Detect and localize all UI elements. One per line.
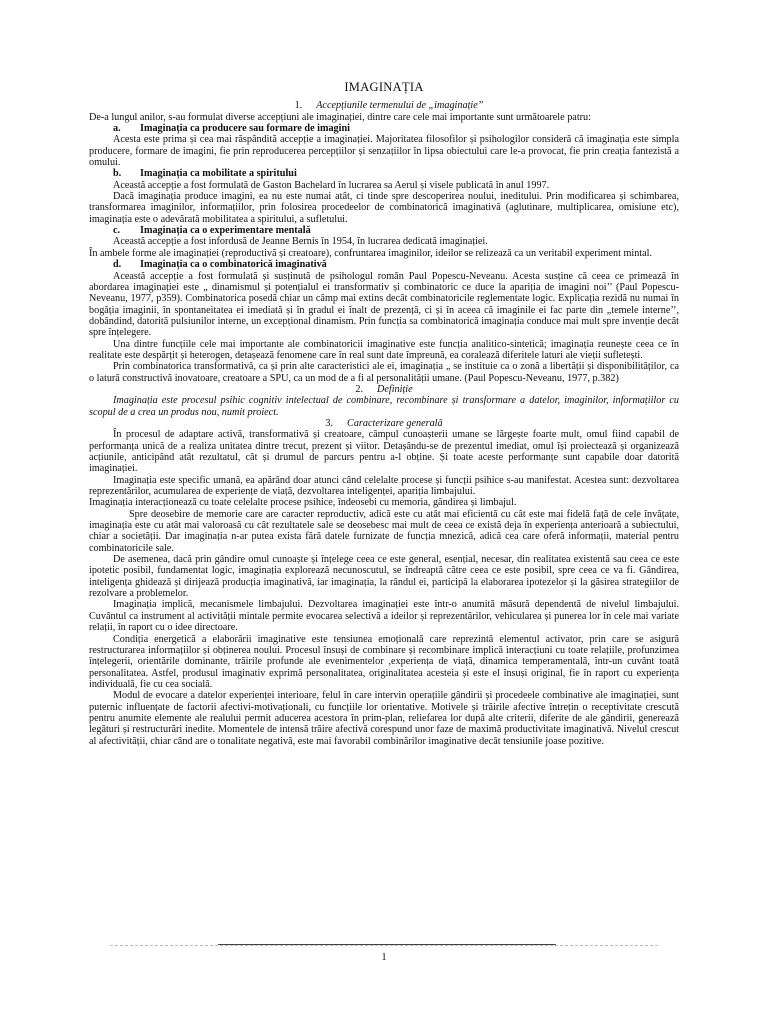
subsection-c-paragraph-1: Această accepție a fost infordusă de Jeanne Bernis în 1954, în lucrarea dedicată imaginației. (113, 236, 488, 248)
section-2-title: Definiție (376, 383, 413, 395)
subsection-a-title: Imaginația ca producere sau formare de imagini (140, 123, 350, 135)
section-2-definition: Imaginația este procesul psihic cognitiv intelectual de combinare, recombinare și transformare a datelor, imaginilor, informațiilor cu scopul de a crea un produs nou, numit proiect. (89, 395, 679, 418)
footer-rule (218, 944, 556, 945)
section-3-paragraph-2: Imaginația este specific umană, ea apărând doar atunci când celelalte procese și funcții psihice s-au manifestat. Acestea sunt: dezvoltarea reprezentărilor, acumularea de experiențe de viață, dezvoltarea inteligenței, apariția limbajului. (89, 474, 679, 498)
section-3-number: 3. (325, 417, 334, 429)
subsection-a-heading (89, 123, 679, 134)
subsection-d-heading (89, 259, 679, 270)
subsection-c-heading (89, 225, 679, 236)
subsection-a-letter: a. (113, 123, 121, 135)
subsection-b-letter: b. (113, 168, 122, 180)
subsection-d-letter: d. (113, 259, 122, 271)
subsection-d-paragraph-3: Prin combinatorica transformativă, ca și prin alte caracteristici ale ei, imaginația „ se instituie ca o zonă a libertății și disponibilităților, ca o latură constructivă inovatoare, creatoare a SPU, ca un mod de a fi al personalității umane. (Paul Popescu-Neveanu, 1977, p.382) (89, 361, 679, 384)
subsection-c-title: Imaginația ca o experimentare mentală (140, 225, 311, 237)
subsection-b-heading (89, 168, 679, 179)
section-1-heading (89, 100, 679, 111)
subsection-d-title: Imaginația ca o combinatorică imaginativă (140, 259, 327, 271)
section-3-title: Caracterizare generală (347, 417, 443, 429)
section-1-title: Accepțiunile termenului de „imaginație” (316, 100, 484, 112)
subsection-c-paragraph-2: În ambele forme ale imaginației (reproductivă și creatoare), confruntarea imaginilor, ideilor se relizează ca un veritabil experiment mintal. (89, 247, 653, 259)
section-3-paragraph-3: Imaginația interacționează cu toate celelalte procese psihice, îndeosebi cu memoria, gândirea și limbajul. (89, 497, 517, 509)
document-body (89, 82, 679, 747)
page-number: 1 (381, 952, 387, 963)
subsection-b-title: Imaginația ca mobilitate a spiritului (140, 168, 297, 180)
section-3-paragraph-5: De asemenea, dacă prin gândire omul cunoaște și înțelege ceea ce este general, esențial, necesar, din realitatea existentă sau ceea ce este ipotetic posibil, fundamentat logic, imaginația explorează necunoscutul, se îndreaptă către ceea ce este posibil, spre ceea ce va fi. Gândirea, inteligența ghidează și dirijează producția imaginativă, iar imaginația, la rândul ei, participă la elaborarea ipotezelor și la găsirea strategiilor de rezolvare a problemelor. (89, 554, 679, 600)
subsection-b-paragraph-2: Dacă imaginația produce imagini, ea nu este numai atât, ci tinde spre descoperirea noului, ineditului. Prin modificarea și schimbarea, transformarea imaginilor, informațiilor, prin folosirea procedeelor de combinatorică imaginativă (aglutinare, multiplicarea, omisiune etc), imaginația este o adevărată mobilitatea a spiritului, a sufletului. (89, 191, 679, 225)
section-3-heading (89, 418, 679, 429)
section-3-paragraph-8: Modul de evocare a datelor experienței interioare, felul în care intervin operațiile gândirii și procedeele combinative ale imaginației, sunt puternic influențate de factorii afectivi-motivaționali, cu funcțiile lor orientative. Motivele și trăirile afective întrețin o receptivitate crescută pentru anumite elemente ale realului permit aducerea acestora în prim-plan, reliefarea lor după alte criterii, diferite de ale gândirii, generează legături și restructurări inedite. Momentele de intensă trăire afectivă corespund unor faze de maximă productivitate imaginativă. Nivelul crescut al afectivității, chiar când are o tonalitate negativă, este mai favorabil combinărilor imaginative decât tensiunile joase pozitive. (89, 690, 679, 747)
page-title: IMAGINAȚIA (344, 80, 424, 94)
section-1-number: 1. (294, 100, 303, 112)
subsection-d-paragraph-2: Una dintre funcțiile cele mai importante ale combinatoricii imaginative este funcția analitico-sintetică; imaginația reunește ceea ce în realitate este despărțit și heterogen, detașează fenomene care în real sunt date împreună, ea coralează diferitele laturi ale vieții sufletești. (89, 338, 679, 361)
section-2-heading (89, 384, 679, 395)
section-3-paragraph-1: În procesul de adaptare activă, transformativă și creatoare, câmpul cunoașterii umane se lărgește foarte mult, omul fiind capabil de performanța unică de a realiza unitatea dintre trecut, prezent și viitor. Detașându-se de prezentul imediat, omul își proiectează și organizează acțiunile, anticipând atât rezultatul, cât și drumul de parcurs pentru a-l obține. Și toate aceste performanțe sunt capabile doar datorită imaginației. (89, 429, 679, 475)
subsection-a-paragraph: Acesta este prima și cea mai răspândită accepție a imaginației. Majoritatea filosofilor și psihologilor consideră că imaginația este simpla producere, formare de imagini, fie prin reproducerea percepțiilor și senzațiilor în lipsa obiectului care le-a provocat, fie prin creația fantezistă a omului. (89, 134, 679, 169)
section-3-paragraph-6: Imaginația implică, mecanismele limbajului. Dezvoltarea imaginației este într-o anumită măsură dependentă de nivelul limbajului. Cuvântul ca instrument al activității mintale permite evocarea selectivă a ideilor și reprezentărilor, vehicularea și punerea lor în cele mai variate relații, în raport cu o idee directoare. (89, 599, 679, 634)
subsection-b-paragraph-1: Această accepție a fost formulată de Gaston Bachelard în lucrarea sa Aerul și visele publicată în anul 1997. (113, 179, 550, 191)
footer-dashed-line (110, 945, 658, 946)
subsection-c-letter: c. (113, 225, 121, 237)
section-1-intro: De-a lungul anilor, s-au formulat diverse accepțiuni ale imaginației, dintre care cele mai importante sunt următoarele patru: (89, 111, 591, 123)
section-2-number: 2. (355, 383, 363, 395)
section-3-paragraph-4: Spre deosebire de memorie care are caracter reproductiv, adică este cu atât mai eficientă cu cât este mai fidelă față de cele învățate, imaginația este cu atât mai valoroasă cu cât rezultatele sale se deosebesc mai mult de ceea ce există deja în experiența anterioară a subiectului, chiar a societății. Dar imaginația n-ar putea exista fără datele furnizate de funcția mnezică, adică cea care oferă informații, material pentru combinatoricile sale. (89, 508, 679, 554)
subsection-d-paragraph-1: Această accepție a fost formulată și susținută de psihologul român Paul Popescu-Neveanu. Acesta susține că ceea ce primează în abordarea imaginației este „ dinamismul și potențialul ei transformativ și combinatoric ce duce la apariția de imagini noi’’ (Paul Popescu-Neveanu, 1977, p359). Combinatorica posedă chiar un câmp mai extins decât combinatoricile reglementate logic. Explicația rezidă nu numai în bogăția imaginii, în spontaneitatea ei imediată și în gradul ei înalt de prezență, ci și în aceea că imaginile ei fac parte din „temele interne’’, dobândind, datorită pulsiunilor interne, un excepțional dinamism. Prin funcția sa combinatorică imaginația conduce mai mult spre invenție decât spre înțelegere. (89, 270, 679, 339)
section-3-paragraph-7: Condiția energetică a elaborării imaginative este tensiunea emoțională care reprezintă elementul activator, prin care se asigură restructurarea informațiilor și obținerea noului. Procesul însuși de combinare și recombinare implică interacțiuni cu toate relațiile, profunzimea înțelegerii, orientările dominante, trăirile profunde ale evenimentelor ,experiența de viață, dinamica temperamentală, într-un cuvânt toată personalitatea. Astfel, produsul imaginativ exprimă personalitatea, originalitatea acesteia și este el însuși original, fie în raport cu experiența individuală, fie cu cea socială. (89, 633, 679, 690)
